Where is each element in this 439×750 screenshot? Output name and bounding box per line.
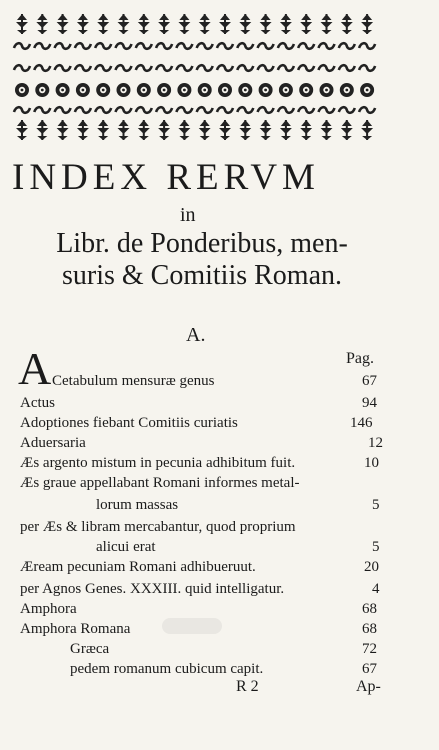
index-entry: Æream pecuniam Romani adhibueruut.	[20, 559, 256, 575]
index-entry: Amphora Romana	[20, 621, 131, 637]
index-entry: pedem romanum cubicum capit.	[70, 661, 264, 677]
index-entry: Æs graue appellabant Romani informes metal-	[20, 475, 300, 491]
index-entry-page: 5	[372, 497, 380, 513]
signature-mark: R 2	[236, 678, 259, 695]
subtitle-line-1: Libr. de Ponderibus, men-	[56, 228, 348, 259]
index-entry-page: 68	[362, 621, 377, 637]
index-entry-page: 10	[364, 455, 379, 471]
index-entry-page: 67	[362, 661, 377, 677]
index-entry-page: 67	[362, 373, 377, 389]
index-entry: Aduersaria	[20, 435, 86, 451]
index-entry-page: 68	[362, 601, 377, 617]
index-entry: Cetabulum mensuræ genus	[52, 373, 215, 389]
index-entry-page: 5	[372, 539, 380, 555]
index-entry: Actus	[20, 395, 55, 411]
index-entry: alicui erat	[96, 539, 156, 555]
section-letter: A.	[186, 324, 206, 346]
index-title: INDEX RERVM	[12, 157, 320, 198]
index-entry-page: 146	[350, 415, 373, 431]
index-entry-page: 72	[362, 641, 377, 657]
index-entry: Adoptiones fiebant Comitiis curiatis	[20, 415, 238, 431]
page-column-label: Pag.	[346, 350, 374, 367]
index-entry-page: 12	[368, 435, 383, 451]
index-entry-page: 94	[362, 395, 377, 411]
index-entry: per Æs & libram mercabantur, quod proprium	[20, 519, 296, 535]
index-entry-page: 20	[364, 559, 379, 575]
index-entry-page: 4	[372, 581, 380, 597]
subtitle-line-2: suris & Comitiis Roman.	[61, 260, 343, 291]
index-entry: per Agnos Genes. XXXIII. quid intelligatur.	[20, 581, 285, 597]
index-entry: Æs argento mistum in pecunia adhibitum fuit.	[20, 455, 296, 471]
drop-cap: A	[18, 343, 52, 394]
index-entry: Amphora	[20, 601, 77, 617]
index-entry: lorum massas	[96, 497, 179, 513]
index-entry: Græca	[70, 641, 110, 657]
catchword: Ap-	[356, 678, 381, 695]
title-preposition: in	[180, 204, 196, 226]
